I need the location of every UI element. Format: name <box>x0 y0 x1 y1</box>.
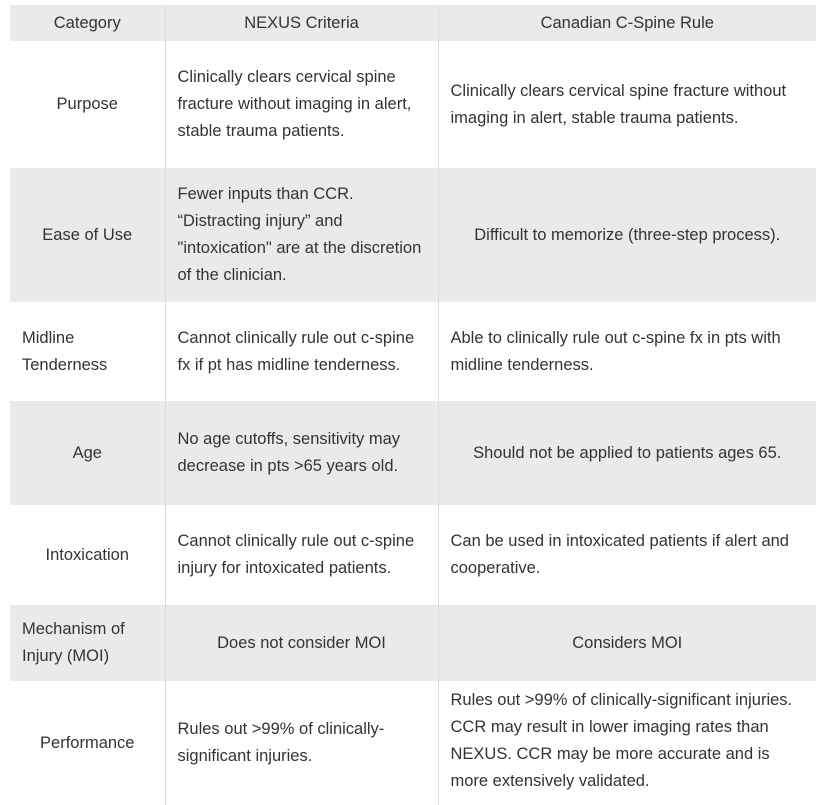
table-row-mechanism-of-injury <box>10 605 816 681</box>
row-category: Ease of Use <box>10 168 165 302</box>
row-category: Purpose <box>56 95 118 113</box>
header-category: Category <box>10 5 165 41</box>
table-row-purpose <box>10 41 816 168</box>
row-nexus: Fewer inputs than CCR. “Distracting injury” and "intoxication" are at the discretion of the clinician. <box>165 168 438 302</box>
row-ccr: Can be used in intoxicated patients if alert and cooperative. <box>438 505 816 605</box>
row-ccr: Considers MOI <box>438 605 816 681</box>
row-ccr: Clinically clears cervical spine fracture without imaging in alert, stable trauma patients. <box>438 41 816 168</box>
row-nexus: Clinically clears cervical spine fracture without imaging in alert, stable trauma patients. <box>165 41 438 168</box>
row-nexus: Does not consider MOI <box>165 605 438 681</box>
table-row-intoxication <box>10 505 816 605</box>
header-nexus: NEXUS Criteria <box>165 5 438 41</box>
row-category: Intoxication <box>45 545 129 564</box>
comparison-table <box>10 5 816 805</box>
row-nexus: No age cutoffs, sensitivity may decrease in pts >65 years old. <box>165 401 438 505</box>
table-row-midline-tenderness <box>10 302 816 401</box>
row-ccr: Able to clinically rule out c-spine fx in pts with midline tenderness. <box>438 302 816 401</box>
table-row-performance <box>10 681 816 805</box>
row-nexus: Cannot clinically rule out c-spine injury for intoxicated patients. <box>165 505 438 605</box>
row-category: Midline Tenderness <box>22 328 108 374</box>
header-ccr: Canadian C-Spine Rule <box>438 5 816 41</box>
row-ccr: Difficult to memorize (three-step process). <box>438 168 816 302</box>
row-nexus: Rules out >99% of clinically-significant injuries. <box>165 681 438 805</box>
table-header-row <box>10 5 816 41</box>
table-row-age <box>10 401 816 505</box>
row-ccr: Should not be applied to patients ages 65. <box>438 401 816 505</box>
row-ccr: Rules out >99% of clinically-significant injuries. CCR may result in lower imaging rates than NEXUS. CCR may be more accurate and is more extensively validated. <box>438 681 816 805</box>
row-nexus: Cannot clinically rule out c-spine fx if pt has midline tenderness. <box>165 302 438 401</box>
row-category: Performance <box>40 733 135 752</box>
row-category: Age <box>10 401 165 505</box>
table-row-ease-of-use <box>10 168 816 302</box>
row-category: Mechanism of Injury (MOI) <box>10 605 165 681</box>
